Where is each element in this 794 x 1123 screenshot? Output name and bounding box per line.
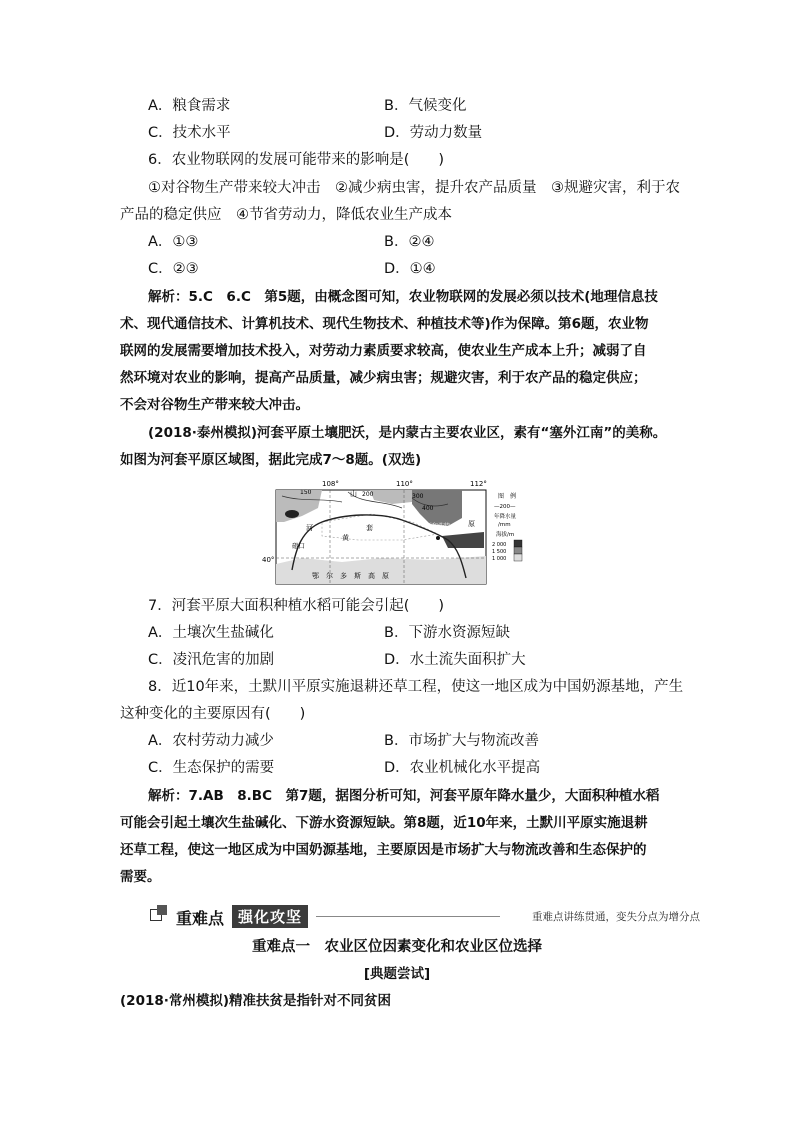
analysis2-line3: 还草工程，使这一地区成为中国奶源基地，主要原因是市场扩大与物流改善和生态保护的 <box>120 842 647 858</box>
legend-swatch-2000 <box>514 540 522 547</box>
analysis2-line4: 需要。 <box>120 869 161 885</box>
q6-items-line1: ①对谷物生产带来较大冲击 ②减少病虫害，提升农产品质量 ③规避灾害，利于农 <box>148 180 680 196</box>
q7-option-c: C．凌汛危害的加剧 <box>148 652 275 668</box>
lon-108-label: 108° <box>322 480 339 488</box>
analysis1-line3: 联网的发展需要增加技术投入，对劳动力素质要求较高，使农业生产成本上升；减弱了自 <box>120 343 647 359</box>
q7-option-d: D．水土流失面积扩大 <box>384 652 526 668</box>
banner-title: 重难点 <box>176 909 225 928</box>
section-intro-line: (2018·常州模拟)精准扶贫是指针对不同贫困 <box>120 993 392 1009</box>
hetao-plain-map <box>262 478 530 588</box>
iso-300-label: 300 <box>412 493 424 500</box>
iso-200-label: 200 <box>362 491 374 498</box>
intro78-line2: 如图为河套平原区域图，据此完成7～8题。(双选) <box>120 452 422 468</box>
place-ordos: 鄂 尔 多 斯 高 原 <box>312 572 389 580</box>
q8-option-b: B．市场扩大与物流改善 <box>384 733 539 749</box>
section-subheading: [典题尝试] <box>363 966 431 982</box>
place-he: 河 <box>306 524 313 532</box>
legend-swatch-1000 <box>514 554 522 561</box>
q6-option-c: C．②③ <box>148 261 199 277</box>
place-tao: 套 <box>366 524 373 532</box>
city-huhehaote-dot <box>436 536 440 540</box>
place-shan: 山 <box>350 490 357 498</box>
analysis1-line4: 然环境对农业的影响，提高产品质量，减少病虫害；规避灾害，利于农产品的稳定供应； <box>120 370 647 386</box>
place-yuan: 原 <box>468 520 475 528</box>
legend-rain1: 年降水量 <box>494 514 517 520</box>
q8-option-c: C．生态保护的需要 <box>148 760 275 776</box>
legend-2000: 2 000 <box>492 542 507 548</box>
q6-option-a: A．①③ <box>148 234 199 250</box>
q5-option-a: A．粮食需求 <box>148 98 231 114</box>
q8-option-d: D．农业机械化水平提高 <box>384 760 541 776</box>
q5-option-c: C．技术水平 <box>148 125 231 141</box>
banner-square-filled-icon <box>157 905 167 915</box>
analysis2-line2: 可能会引起土壤次生盐碱化、下游水资源短缺。第8题，近10年来，土默川平原实施退耕 <box>120 815 648 831</box>
lon-110-label: 110° <box>396 480 413 488</box>
place-huang: 黄 <box>342 534 349 542</box>
section-heading: 重难点一 农业区位因素变化和农业区位选择 <box>252 939 542 955</box>
legend-swatch-1500 <box>514 547 522 554</box>
analysis1-line1: 解析：5.C 6.C 第5题，由概念图可知，农业物联网的发展必须以技术(地理信息技 <box>148 289 658 305</box>
place-dengkou: 磴口 <box>292 542 305 550</box>
section-banner <box>148 903 700 929</box>
banner-tag: 强化攻坚 <box>232 905 308 928</box>
legend-rain2: /mm <box>498 522 511 528</box>
legend-1000: 1 000 <box>492 556 507 562</box>
banner-slogan: 重难点讲练贯通，变失分点为增分点 <box>532 911 700 923</box>
q6-stem: 6．农业物联网的发展可能带来的影响是( ) <box>148 152 445 168</box>
q6-items-line2: 产品的稳定供应 ④节省劳动力，降低农业生产成本 <box>120 207 452 223</box>
analysis2-line1: 解析：7.AB 8.BC 第7题，据图分析可知，河套平原年降水量少，大面积种植水稻 <box>148 788 660 804</box>
q8-option-a: A．农村劳动力减少 <box>148 733 274 749</box>
lon-112-label: 112° <box>470 480 487 488</box>
q7-option-a: A．土壤次生盐碱化 <box>148 625 274 641</box>
lat-40-label: 40° <box>262 556 275 564</box>
q8-stem-line1: 8．近10年来，土默川平原实施退耕还草工程，使这一地区成为中国奶源基地，产生 <box>148 679 684 695</box>
place-huhehaote: 呼和浩特 <box>426 523 451 530</box>
q7-stem: 7．河套平原大面积种植水稻可能会引起( ) <box>148 598 445 614</box>
q6-option-b: B．②④ <box>384 234 435 250</box>
banner-divider <box>316 916 500 917</box>
analysis1-line5: 不会对谷物生产带来较大冲击。 <box>120 397 309 413</box>
q6-option-d: D．①④ <box>384 261 436 277</box>
legend-elev: 海拔/m <box>496 532 515 538</box>
analysis1-line2: 术、现代通信技术、计算机技术、现代生物技术、种植技术等)作为保障。第6题，农业物 <box>120 316 649 332</box>
iso-400-label: 400 <box>422 505 434 512</box>
q7-option-b: B．下游水资源短缺 <box>384 625 510 641</box>
legend-title: 图 例 <box>498 493 517 500</box>
lake-symbol <box>285 510 299 518</box>
q5-option-b: B．气候变化 <box>384 98 467 114</box>
legend-isoline: —200— <box>494 504 516 510</box>
iso-150-label: 150 <box>300 489 312 496</box>
legend-1500: 1 500 <box>492 549 507 555</box>
intro78-line1: (2018·泰州模拟)河套平原土壤肥沃，是内蒙古主要农业区，素有“塞外江南”的美称。 <box>148 425 667 441</box>
q5-option-d: D．劳动力数量 <box>384 125 483 141</box>
q8-stem-line2: 这种变化的主要原因有( ) <box>120 706 306 722</box>
